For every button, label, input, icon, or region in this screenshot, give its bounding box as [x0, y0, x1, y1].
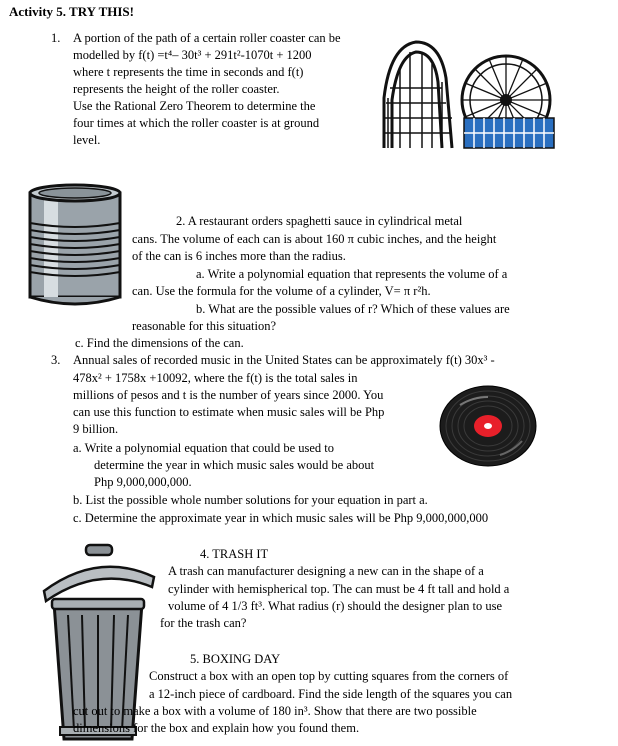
- problem-3-part-c: c. Determine the approximate year in which music sales will be Php 9,000,000,000: [73, 511, 489, 525]
- problem-1-line-5: Use the Rational Zero Theorem to determine the: [73, 99, 316, 113]
- activity-title: Activity 5. TRY THIS!: [9, 4, 134, 19]
- problem-1-line-4: represents the height of the roller coaster.: [73, 82, 280, 96]
- problem-1-line-7: level.: [73, 133, 101, 147]
- problem-4-heading: 4. TRASH IT: [200, 547, 269, 561]
- problem-3-line-2: 478x² + 1758x +10092, where the f(t) is the total sales in: [73, 371, 358, 385]
- problem-2-line-2: of the can is 6 inches more than the radius.: [132, 249, 346, 263]
- problem-2-part-b-line-1: b. What are the possible values of r? Which of these values are: [196, 302, 510, 316]
- problem-4-line-4: for the trash can?: [160, 616, 247, 630]
- problem-5-line-2: a 12-inch piece of cardboard. Find the side length of the squares you can: [149, 687, 513, 701]
- problem-5-heading: 5. BOXING DAY: [190, 652, 281, 666]
- problem-2-part-c: c. Find the dimensions of the can.: [75, 336, 244, 350]
- problem-3-line-5: 9 billion.: [73, 422, 119, 436]
- problem-3-line-3: millions of pesos and t is the number of years since 2000. You: [73, 388, 384, 402]
- problem-4-line-2: cylinder with hemispherical top. The can must be 4 ft tall and hold a: [168, 582, 510, 596]
- problem-3-line-1: Annual sales of recorded music in the United States can be approximately f(t) 30x³ -: [73, 353, 495, 367]
- vinyl-record-illustration: [438, 385, 538, 467]
- problem-3-part-a-line-3: Php 9,000,000,000.: [94, 475, 192, 489]
- problem-3-part-b: b. List the possible whole number solutions for your equation in part a.: [73, 493, 428, 507]
- problem-3-part-a-line-1: a. Write a polynomial equation that could be used to: [73, 441, 335, 455]
- problem-3-number: 3.: [51, 353, 61, 367]
- problem-2-line-1: cans. The volume of each can is about 160 π cubic inches, and the height: [132, 232, 497, 246]
- problem-4-line-1: A trash can manufacturer designing a new can in the shape of a: [168, 564, 484, 578]
- problem-5-line-1: Construct a box with an open top by cutting squares from the corners of: [149, 669, 509, 683]
- problem-5-line-3: cut out to make a box with a volume of 180 in³. Show that there are two possible: [73, 704, 477, 718]
- problem-1-line-2: modelled by f(t) =t⁴– 30t³ + 291t²-1070t + 1200: [73, 48, 312, 62]
- problem-1-number: 1.: [51, 31, 61, 45]
- problem-3-line-4: can use this function to estimate when music sales will be Php: [73, 405, 385, 419]
- problem-1-line-6: four times at which the roller coaster is at ground: [73, 116, 320, 130]
- problem-5-line-4: dimensions for the box and explain how you found them.: [73, 721, 360, 735]
- problem-3-part-a-line-2: determine the year in which music sales would be about: [94, 458, 375, 472]
- metal-can-illustration: [24, 183, 126, 307]
- problem-2-part-a-line-2: can. Use the formula for the volume of a cylinder, V= π r²h.: [132, 284, 431, 298]
- roller-coaster-illustration: [380, 38, 556, 150]
- problem-2-heading: 2. A restaurant orders spaghetti sauce in cylindrical metal: [176, 214, 463, 228]
- problem-2-part-b-line-2: reasonable for this situation?: [132, 319, 277, 333]
- problem-1-line-3: where t represents the time in seconds and f(t): [73, 65, 304, 79]
- problem-1-line-1: A portion of the path of a certain roller coaster can be: [73, 31, 341, 45]
- problem-4-line-3: volume of 4 1/3 ft³. What radius (r) should the designer plan to use: [168, 599, 503, 613]
- problem-2-part-a-line-1: a. Write a polynomial equation that represents the volume of a: [196, 267, 508, 281]
